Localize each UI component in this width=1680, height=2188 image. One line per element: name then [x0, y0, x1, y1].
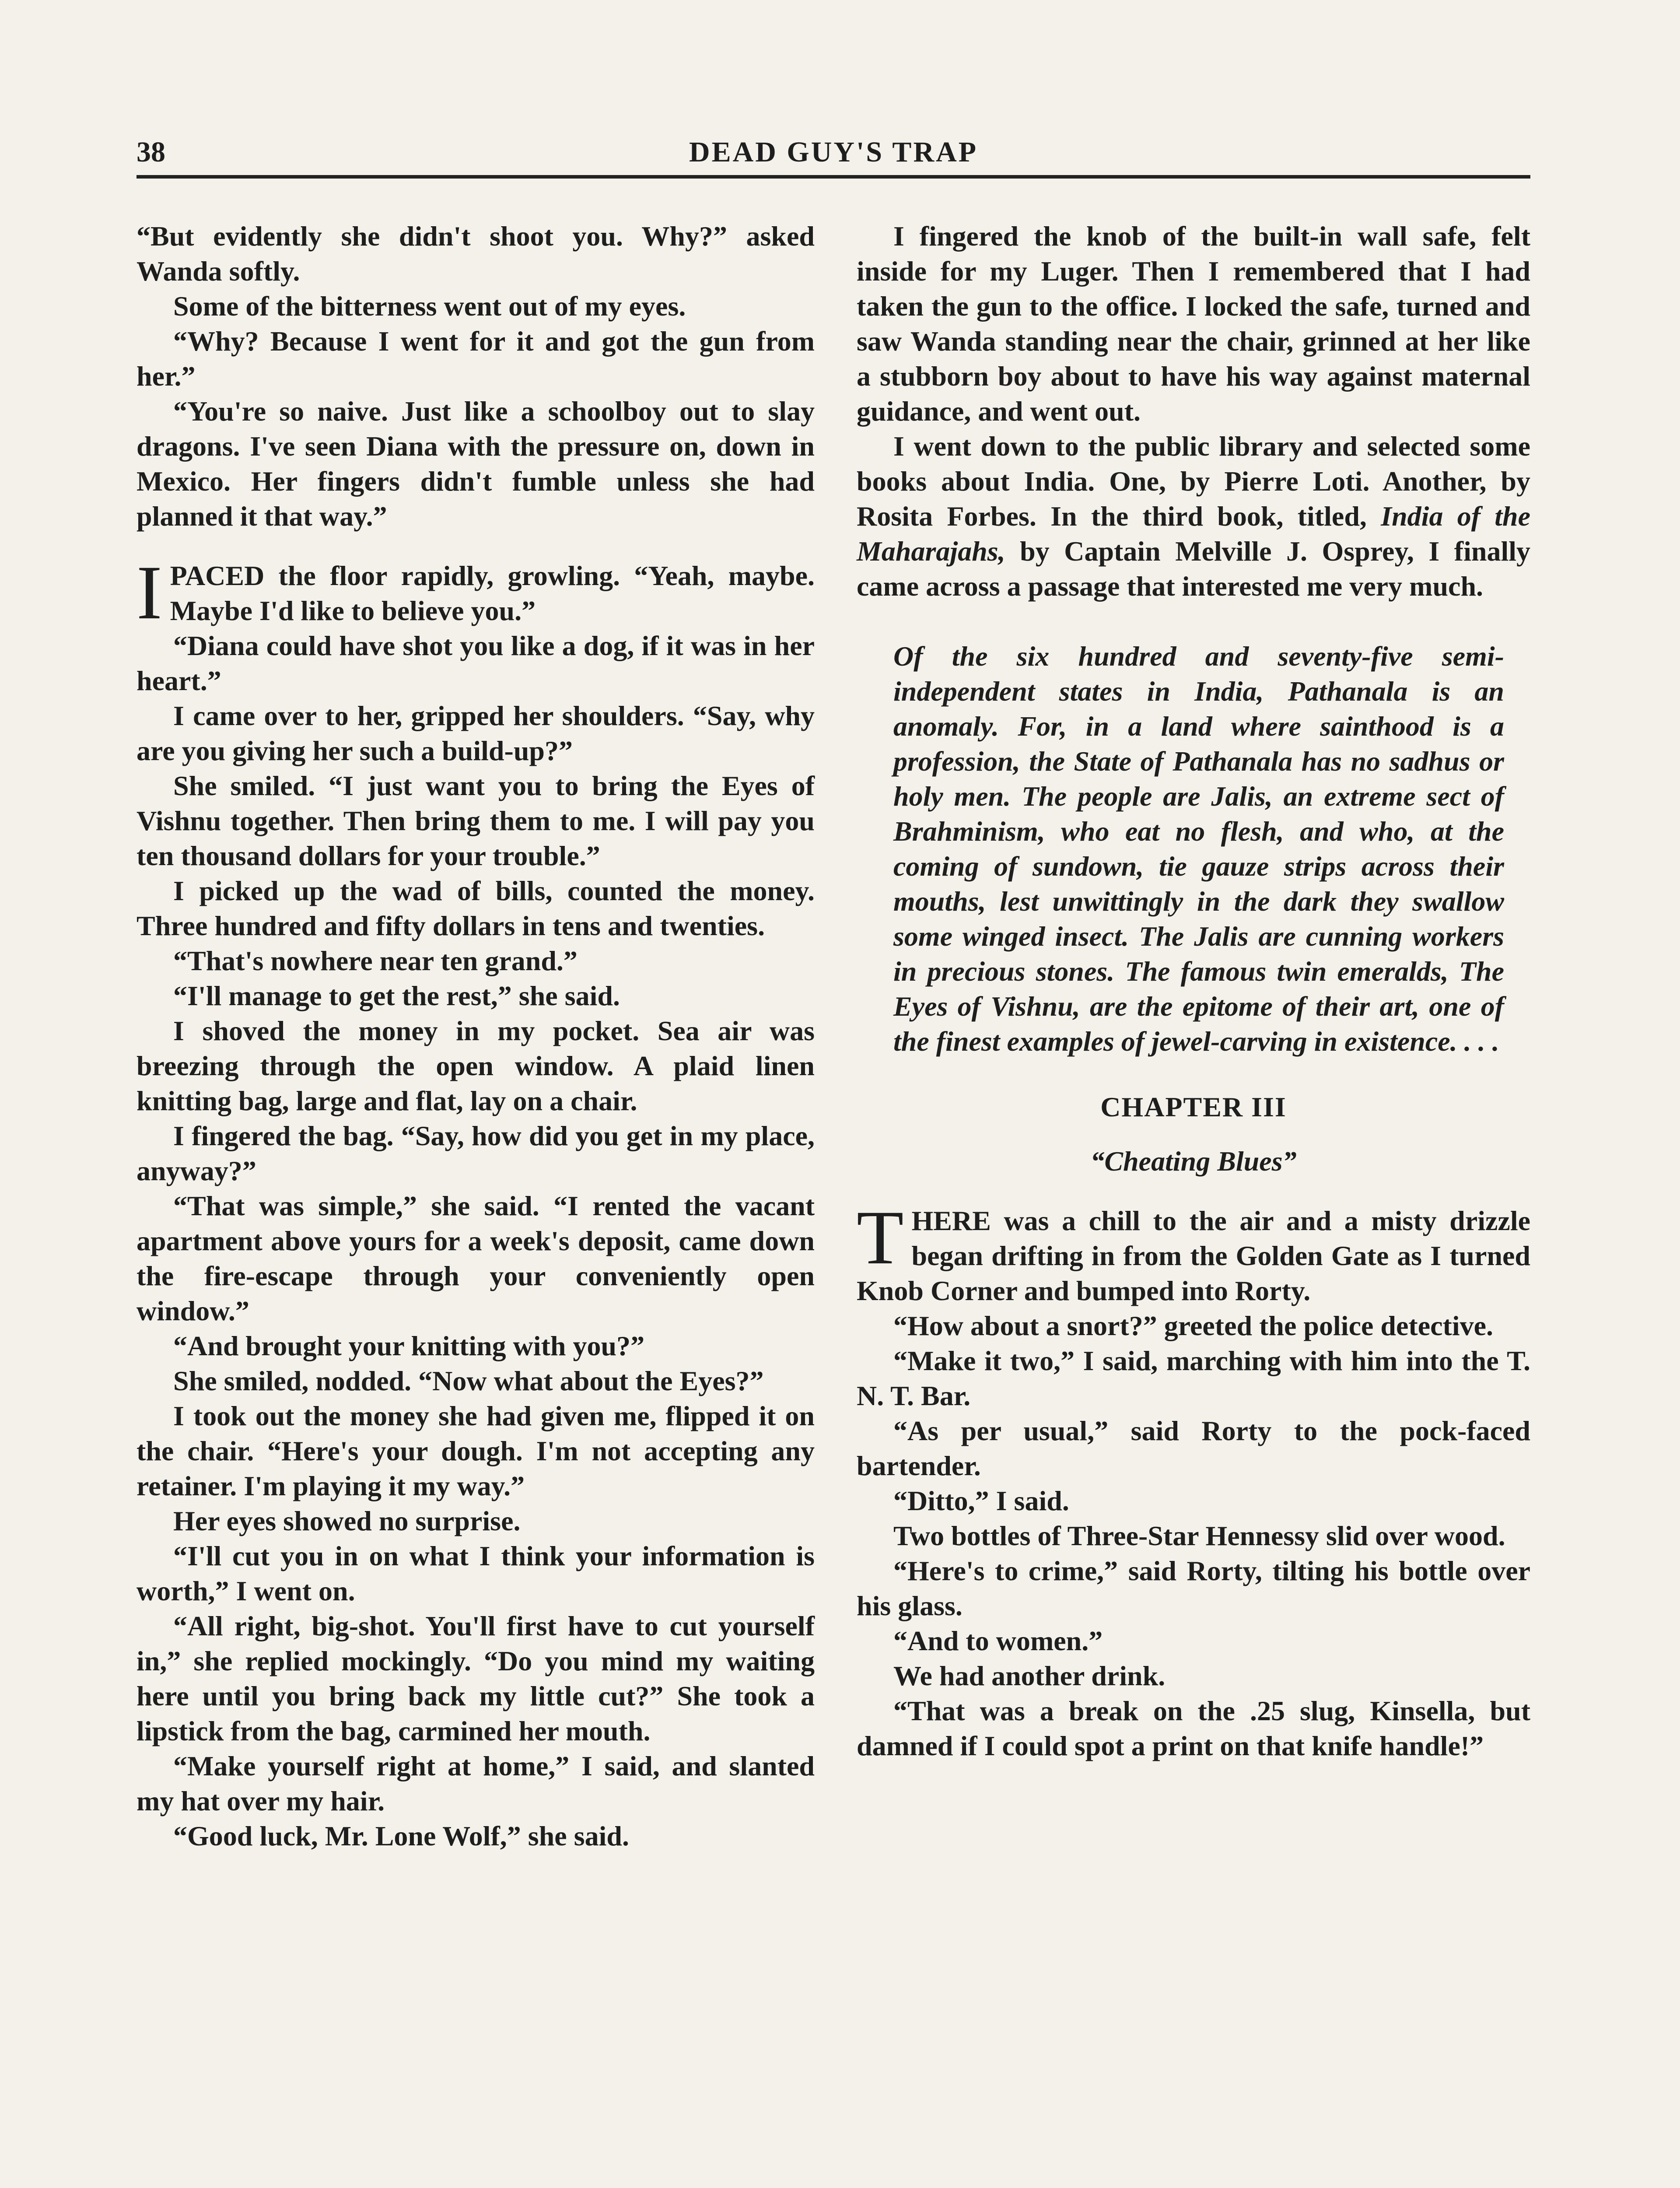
paragraph: “Make yourself right at home,” I said, and slanted my hat over my hair. [136, 1750, 815, 1816]
paragraph: I came over to her, gripped her shoulders. “Say, why are you giving her such a build-up?” [136, 700, 815, 766]
paragraph: We had another drink. [893, 1660, 1166, 1691]
paragraph: “You're so naive. Just like a schoolboy out to slay dragons. I've seen Diana with the pressure on, down in Mexico. Her fingers didn't fumble unless she had planned it that way.” [136, 396, 815, 532]
paragraph: “But evidently she didn't shoot you. Why?” asked Wanda softly. [136, 221, 815, 287]
paragraph: Some of the bitterness went out of my eyes. [173, 291, 686, 322]
paragraph: “Ditto,” I said. [893, 1485, 1069, 1516]
drop-cap: I [136, 550, 162, 635]
right-column [857, 219, 1530, 1764]
paragraph-text: by Captain Melville J. Osprey, I finally came across a passage that interested me very much. [857, 536, 1531, 602]
paragraph: I picked up the wad of bills, counted the money. Three hundred and fifty dollars in tens and twenties. [136, 875, 815, 941]
page-number: 38 [136, 136, 165, 168]
paragraph: “Why? Because I went for it and got the gun from her.” [136, 326, 815, 392]
paragraph: “That's nowhere near ten grand.” [173, 945, 578, 976]
paragraph: “That was simple,” she said. “I rented the vacant apartment above yours for a week's deposit, came down the fire-escape through your conveniently open window.” [136, 1190, 815, 1326]
left-column [136, 219, 815, 1854]
running-title: DEAD GUY'S TRAP [689, 136, 978, 168]
paragraph: I shoved the money in my pocket. Sea air was breezing through the open window. A plaid linen knitting bag, large and flat, lay on a chair. [136, 1015, 815, 1116]
chapter-subtitle: “Cheating Blues” [1090, 1146, 1297, 1177]
paragraph: “How about a snort?” greeted the police detective. [893, 1310, 1493, 1341]
paragraph: “I'll manage to get the rest,” she said. [173, 980, 620, 1011]
paragraph: “Here's to crime,” said Rorty, tilting his bottle over his glass. [857, 1555, 1530, 1621]
paragraph: “Make it two,” I said, marching with him into the T. N. T. Bar. [857, 1345, 1530, 1411]
paragraph: I fingered the knob of the built-in wall safe, felt inside for my Luger. Then I remembered that I had taken the gun to the office. I locked the safe, turned and saw Wanda standing near the chair, grinned at her like a stubborn boy about to have his way against maternal guidance, and went out. [857, 221, 1530, 427]
paragraph: “I'll cut you in on what I think your information is worth,” I went on. [136, 1540, 815, 1606]
dropcap-paragraph-text: HERE was a chill to the air and a misty drizzle began drifting in from the Golden Gate as I turned Knob Corner and bumped into Rorty. [857, 1205, 1530, 1306]
paragraph: “As per usual,” said Rorty to the pock-faced bartender. [857, 1415, 1530, 1481]
dropcap-paragraph [857, 1195, 1530, 1308]
paragraph-text: I went down to the public library and selected some books about India. One, by Pierre Loti. Another, by Rosita Forbes. In the third book, titled, [857, 431, 1530, 532]
paragraph: “All right, big-shot. You'll first have to cut yourself in,” she replied mockingly. “Do you mind my waiting here until you bring back my little cut?” She took a lipstick from the bag, carmined her mouth. [136, 1610, 815, 1746]
paragraph: She smiled, nodded. “Now what about the Eyes?” [173, 1365, 764, 1396]
paragraph: I fingered the bag. “Say, how did you get in my place, anyway?” [136, 1120, 815, 1186]
block-quote: Of the six hundred and seventy-five semi-independent states in India, Pathanala is an anomaly. For, in a land where sainthood is a profession, the State of Pathanala has no sadhus or holy men. The people are Jalis, an extreme sect of Brahminism, who eat no flesh, and who, at the coming of sundown, tie gauze strips across their mouths, lest unwittingly in the dark they swallow some winged insect. The Jalis are cunning workers in precious stones. The famous twin emeralds, The Eyes of Vishnu, are the epitome of their art, one of the finest examples of jewel-carving in existence. . . . [893, 641, 1504, 1057]
paragraph: Her eyes showed no surprise. [173, 1505, 521, 1536]
dropcap-paragraph [136, 550, 815, 635]
paragraph: “And brought your knitting with you?” [173, 1330, 645, 1361]
paragraph: She smiled. “I just want you to bring the Eyes of Vishnu together. Then bring them to me. I will pay you ten thousand dollars for your trouble.” [136, 770, 815, 871]
paragraph [857, 429, 1530, 604]
page-header [136, 131, 1530, 179]
paragraph: “Diana could have shot you like a dog, if it was in her heart.” [136, 630, 815, 696]
dropcap-paragraph-text: PACED the floor rapidly, growling. “Yeah, maybe. Maybe I'd like to believe you.” [170, 560, 815, 626]
paragraph: I took out the money she had given me, flipped it on the chair. “Here's your dough. I'm not accepting any retainer. I'm playing it my way.” [136, 1400, 815, 1501]
drop-cap: T [857, 1195, 904, 1280]
paragraph: “Good luck, Mr. Lone Wolf,” she said. [173, 1820, 629, 1851]
book-title: India of the Maharajahs, [857, 501, 1531, 567]
paragraph: “And to women.” [893, 1625, 1103, 1656]
paragraph: “That was a break on the .25 slug, Kinsella, but damned if I could spot a print on that knife handle!” [857, 1695, 1530, 1761]
paragraph: Two bottles of Three-Star Hennessy slid over wood. [893, 1520, 1505, 1551]
chapter-heading: CHAPTER III [1100, 1091, 1287, 1122]
